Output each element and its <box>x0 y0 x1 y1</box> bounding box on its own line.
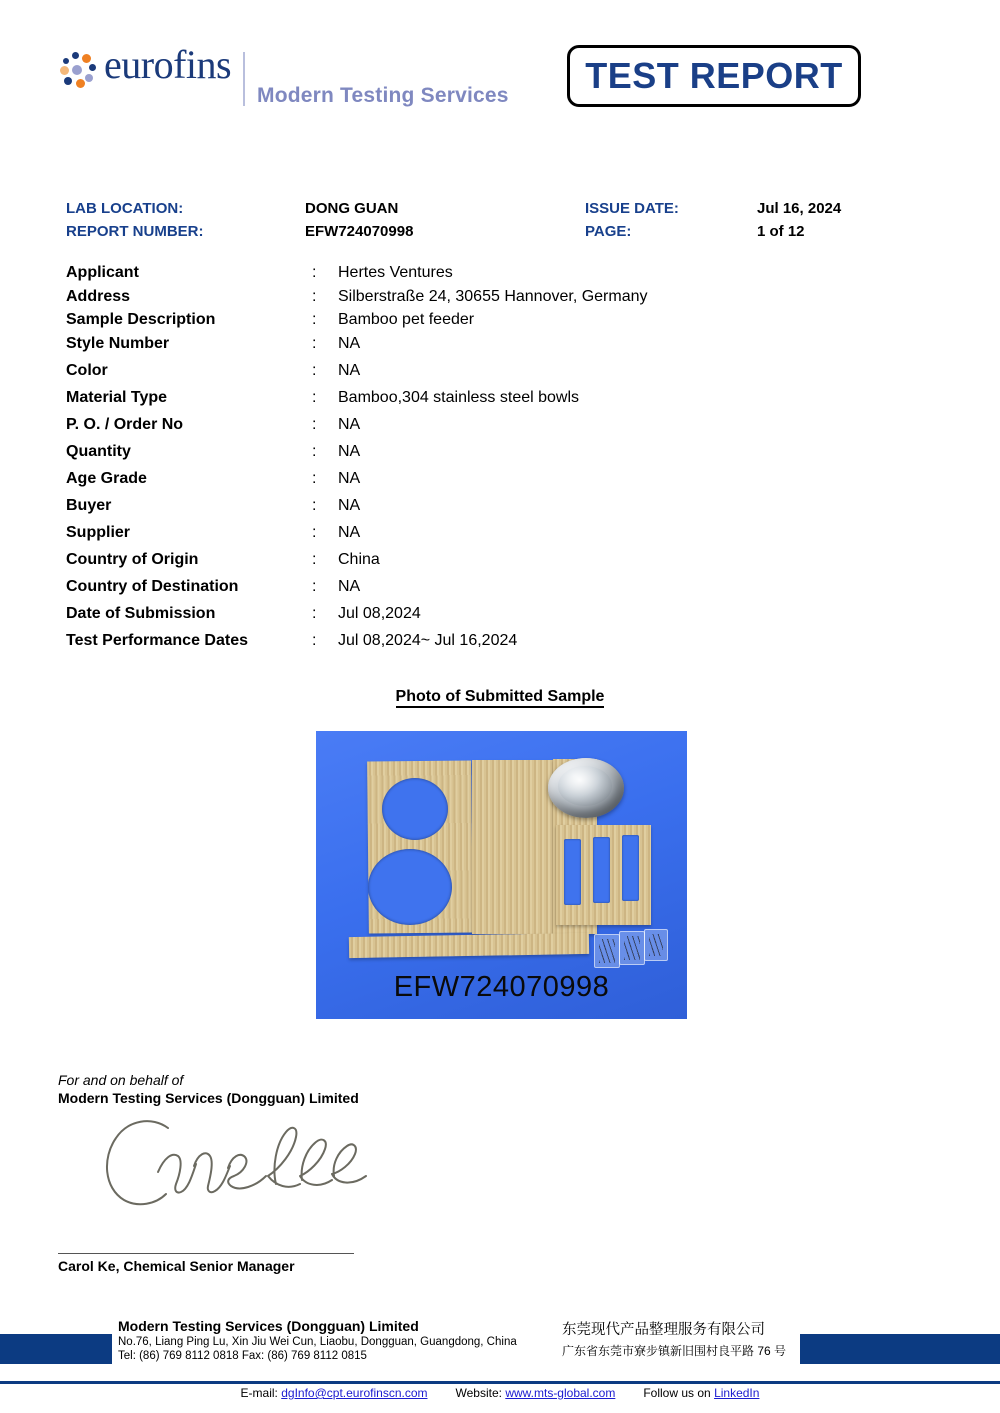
info-row-sample-description <box>0 311 1000 335</box>
info-colon: : <box>312 361 317 379</box>
info-value: China <box>338 550 380 568</box>
info-row-buyer <box>0 497 1000 524</box>
info-row-quantity <box>0 443 1000 470</box>
photo-sample-id: EFW724070998 <box>393 971 610 1003</box>
eurofins-dots-logo-icon <box>58 52 98 92</box>
meta-row <box>0 223 1000 246</box>
info-value: Hertes Ventures <box>338 264 453 281</box>
footer-company-cn: 东莞现代产品整理服务有限公司 <box>562 1322 765 1338</box>
info-value: NA <box>338 469 361 487</box>
info-colon: : <box>312 523 317 541</box>
info-label: Country of Destination <box>66 577 239 595</box>
page-value: 1 of 12 <box>757 223 805 240</box>
page-label: PAGE: <box>585 223 632 240</box>
footer-linkedin-link[interactable]: LinkedIn <box>714 1386 760 1400</box>
eurofins-wordmark: eurofins <box>104 42 232 87</box>
info-label: Supplier <box>66 523 131 541</box>
info-value: Bamboo pet feeder <box>338 311 475 328</box>
info-colon: : <box>312 388 317 406</box>
subbrand-label: Modern Testing Services <box>257 84 509 107</box>
info-value: NA <box>338 577 361 595</box>
info-row-supplier <box>0 524 1000 551</box>
footer-address-en: No.76, Liang Ping Lu, Xin Jiu Wei Cun, Liaobu, Dongguan, Guangdong, China <box>118 1336 517 1348</box>
footer-contact-en: Tel: (86) 769 8112 0818 Fax: (86) 769 8112 0815 <box>118 1350 367 1362</box>
info-row-color <box>0 362 1000 389</box>
info-colon: : <box>312 287 317 305</box>
lab-location-value: DONG GUAN <box>305 200 399 217</box>
handwritten-signature-icon <box>90 1110 390 1220</box>
eurofins-logo <box>58 44 231 92</box>
footer-website-label: Website: <box>455 1386 502 1400</box>
info-label: Address <box>66 287 131 305</box>
page-header <box>0 0 1000 150</box>
bowl-cutout-top <box>382 778 448 840</box>
report-meta <box>0 200 1000 246</box>
footer-email-label: E-mail: <box>240 1386 278 1400</box>
report-number-value: EFW724070998 <box>305 223 414 240</box>
info-colon: : <box>312 442 317 460</box>
info-label: Quantity <box>66 442 131 460</box>
info-value: NA <box>338 361 361 379</box>
screws <box>624 936 640 960</box>
footer-company-en: Modern Testing Services (Dongguan) Limited <box>118 1318 419 1334</box>
info-colon: : <box>312 604 317 622</box>
info-row-po-order-no <box>0 416 1000 443</box>
issue-date-label: ISSUE DATE: <box>585 200 679 217</box>
footer-website-group <box>456 1386 616 1400</box>
info-colon: : <box>312 550 317 568</box>
info-label: Age Grade <box>66 469 147 487</box>
bamboo-edge-strip <box>349 933 589 958</box>
footer-email-link[interactable]: dgInfo@cpt.eurofinscn.com <box>281 1386 428 1400</box>
info-label: Color <box>66 361 108 379</box>
hardware-bag <box>619 931 645 965</box>
info-row-address <box>0 288 1000 312</box>
meta-row <box>0 200 1000 223</box>
hardware-bag <box>594 934 620 968</box>
footer-english-block <box>118 1318 578 1362</box>
info-value: Silberstraße 24, 30655 Hannover, Germany <box>338 287 648 305</box>
photo-caption-text: Photo of Submitted Sample <box>396 688 605 708</box>
info-row-country-of-destination <box>0 578 1000 605</box>
signer-name: Carol Ke, Chemical Senior Manager <box>58 1258 295 1274</box>
report-number-label: REPORT NUMBER: <box>66 223 204 240</box>
info-colon: : <box>312 415 317 433</box>
info-row-age-grade <box>0 470 1000 497</box>
test-report-title-box <box>567 45 861 107</box>
page-footer <box>0 1318 1000 1413</box>
info-label: Material Type <box>66 388 168 406</box>
info-row-applicant <box>0 264 1000 288</box>
info-value: NA <box>338 334 361 352</box>
photo-caption <box>0 688 1000 706</box>
grate-slot <box>593 837 610 903</box>
info-value: Bamboo,304 stainless steel bowls <box>338 388 580 406</box>
info-colon: : <box>312 469 317 487</box>
info-row-material-type <box>0 389 1000 416</box>
grate-slot <box>564 839 581 905</box>
info-label: Date of Submission <box>66 604 216 622</box>
info-colon: : <box>312 496 317 514</box>
stainless-steel-bowl <box>548 758 624 818</box>
info-row-test-performance-dates <box>0 632 1000 659</box>
footer-divider <box>0 1381 1000 1384</box>
behalf-of-label: For and on behalf of <box>58 1072 184 1088</box>
info-value: NA <box>338 415 361 433</box>
issue-date-value: Jul 16, 2024 <box>757 200 842 217</box>
info-value: Jul 08,2024~ Jul 16,2024 <box>338 631 518 649</box>
sample-photo <box>316 731 687 1019</box>
signature-rule <box>58 1253 354 1254</box>
test-report-title: TEST REPORT <box>585 55 843 96</box>
info-label: Sample Description <box>66 311 216 328</box>
screws <box>599 939 615 963</box>
info-label: Applicant <box>66 264 139 281</box>
info-label: Buyer <box>66 496 112 514</box>
info-colon: : <box>312 334 317 352</box>
logo-divider <box>243 52 245 106</box>
hardware-bag <box>644 929 668 961</box>
info-row-country-of-origin <box>0 551 1000 578</box>
signing-company: Modern Testing Services (Dongguan) Limited <box>58 1090 359 1106</box>
info-row-date-of-submission <box>0 605 1000 632</box>
bowl-cutout-bottom <box>368 849 452 925</box>
footer-address-cn: 广东省东莞市寮步镇新旧围村良平路 76 号 <box>562 1344 787 1358</box>
footer-social-label: Follow us on <box>643 1386 711 1400</box>
footer-social-group <box>643 1386 759 1400</box>
info-colon: : <box>312 264 317 281</box>
bamboo-board-middle <box>472 760 553 934</box>
footer-links <box>0 1386 1000 1400</box>
info-label: P. O. / Order No <box>66 415 184 433</box>
sample-information-table <box>0 264 1000 659</box>
info-value: NA <box>338 523 361 541</box>
footer-website-link[interactable]: www.mts-global.com <box>505 1386 616 1400</box>
info-label: Style Number <box>66 334 170 352</box>
signature-block <box>58 1072 478 1274</box>
info-value: NA <box>338 496 361 514</box>
footer-email-group <box>241 1386 428 1400</box>
grate-slot <box>622 835 639 901</box>
lab-location-label: LAB LOCATION: <box>66 200 184 217</box>
info-colon: : <box>312 577 317 595</box>
footer-chinese-block <box>562 1318 862 1359</box>
info-label: Test Performance Dates <box>66 631 248 649</box>
info-value: Jul 08,2024 <box>338 604 421 622</box>
info-label: Country of Origin <box>66 550 199 568</box>
info-value: NA <box>338 442 361 460</box>
info-row-style-number <box>0 335 1000 362</box>
footer-bar-left <box>0 1334 112 1364</box>
info-colon: : <box>312 311 317 328</box>
screws <box>649 934 663 956</box>
info-colon: : <box>312 631 317 649</box>
